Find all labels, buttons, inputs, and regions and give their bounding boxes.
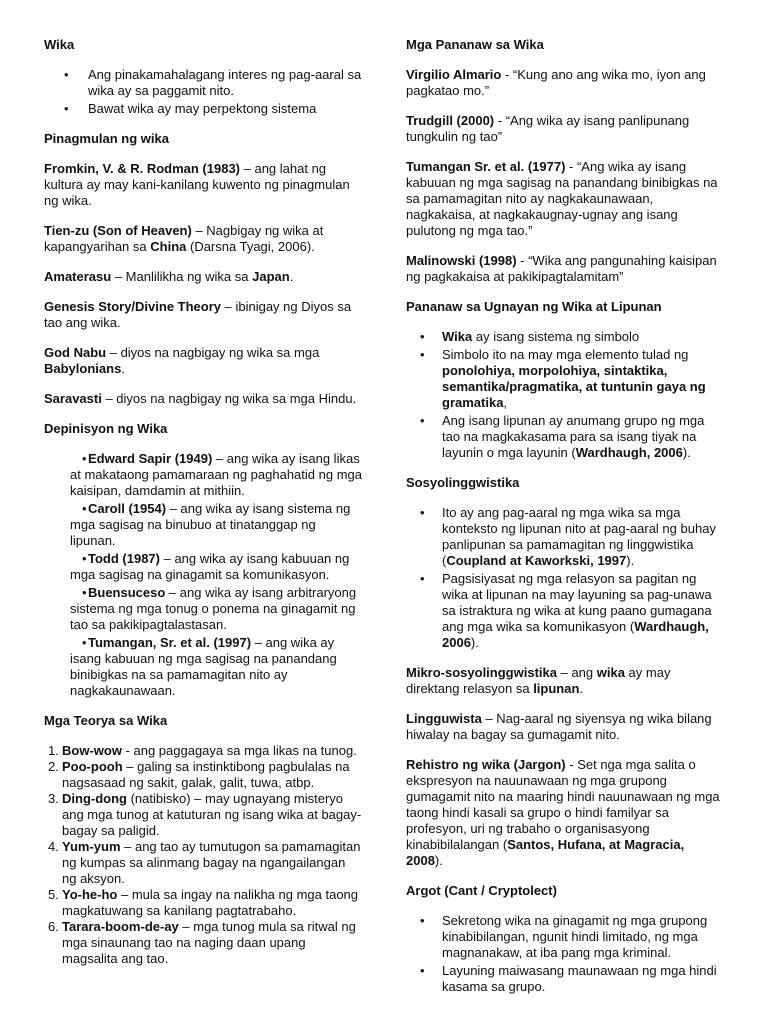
list-item: • Sekretong wika na ginagamit ng mga grupong kinabibilangan, ngunit hindi limitado, ng mga magnanakaw, at iba pang mga kriminal. [406,913,722,961]
paragraph-fromkin [44,161,362,209]
text: – ang lahat ng kultura ay may kani-kanilang kuwento ng pinagmulan ng wika. [44,161,350,208]
heading-pananaw: Mga Pananaw sa Wika [406,37,544,52]
term: Ding-dong [62,791,127,806]
text: – galing sa instinktibong pagbulalas na nagsasaad ng sakit, galak, galit, tuwa, atbp. [62,759,350,790]
list-item [44,501,362,549]
heading-argot: Argot (Cant / Cryptolect) [406,883,557,898]
item-number: 3. [48,791,59,806]
list-item [406,571,722,651]
paragraph-saravasti [44,391,362,407]
list-item [44,791,362,839]
text: (natibisko) – may ugnayang misteryo ang mga tunog at katuturan ng isang wika at bagay-bagay sa paligid. [62,791,362,838]
text: ay isang sistema ng simbolo [472,329,640,344]
term: Wika [442,329,473,344]
sosyo-list [406,505,722,651]
term: wika [596,665,625,680]
text: – ang wika ay isang arbitraryong sistema ng mga tonug o ponema na ginagamit ng tao sa pakikipagtalastasan. [70,585,357,632]
term: lipunan [533,681,580,696]
list-item [44,759,362,791]
right-column [406,37,722,1009]
text: ). [626,553,635,568]
list-item [44,743,362,759]
term: Todd (1987) [88,551,160,566]
item-number: 5. [48,887,59,902]
text: – ibinigay ng Diyos sa tao ang wika. [44,299,352,330]
term: Tumangan, Sr. et al. (1997) [88,635,252,650]
term: Rehistro ng wika (Jargon) [406,757,566,772]
list-item [406,329,722,345]
text: – Nag-aaral ng siyensya ng wika bilang hiwalay na bagay sa gumagamit nito. [406,711,712,742]
text: ). [434,853,443,868]
text: – ang wika ay isang kabuuan ng mga sagisag na ginagamit sa komunikasyon. [70,551,350,582]
list-item [44,919,362,967]
term: Babylonians [44,361,122,376]
term: Lingguwista [406,711,482,726]
heading-teorya: Mga Teorya sa Wika [44,713,168,728]
text: Pagsisiyasat ng mga relasyon sa pagitan ng wika at lipunan na may layuning sa pag-unawa sa istraktura ng wika at kung paano gumagana ang mga wika sa komunikasyon ( [442,571,712,634]
term: Fromkin, V. & R. Rodman (1983) [44,161,241,176]
term: Bow-wow [62,743,122,758]
text: Ito ay ang pag-aaral ng mga wika sa mga konteksto ng lipunan nito at pag-aaral ng buhay panlipunan sa pamamagitan ng linggwistika ( [442,505,716,568]
text: ). [470,635,479,650]
text: Ang isang lipunan ay anumang grupo ng mga tao na magkakasama para sa isang tiyak na layunin o mga layunin ( [442,413,705,460]
list-item [406,413,722,461]
text: – Nagbigay ng wika at kapangyarihan sa [44,223,324,254]
paragraph-malinowski [406,253,722,285]
text: – ang wika ay isang likas at makataong pamamaraan ng paghahatid ng mga kaisipan, damdamin at mithiin. [70,451,362,498]
item-number: 1. [48,743,59,758]
heading-ugnayan: Pananaw sa Ugnayan ng Wika at Lipunan [406,299,662,314]
text: – Manlilikha ng wika sa [111,269,253,284]
text: Simbolo ito na may mga elemento tulad ng [442,347,689,362]
text: - Set nga mga salita o ekspresyon na nauunawaan ng mga grupong gumagamit nito na maaring hindi nauunawaan ng mga taong hindi kasali sa grupo o hindi familyar sa profesyon, uri ng trabaho o organisasyong kinabibilalangan ( [406,757,720,852]
paragraph-rehistro [406,757,722,869]
list-item [44,635,362,699]
heading-sosyolinggwistika: Sosyolinggwistika [406,475,520,490]
paragraph-nabu [44,345,362,377]
paragraph-amaterasu [44,269,362,285]
term: ponolohiya, morpolohiya, sintaktika, semantika/pragmatika, at tuntunin gaya ng gramatika [442,363,706,410]
text: – ang wika ay isang kabuuan ng mga sagisag na panandang binibigkas na sa pamamagitan nito ay nagkakaunawaan. [70,635,337,698]
list-item: • Bawat wika ay may perpektong sistema [44,101,362,117]
ugnayan-list [406,329,722,461]
term: Amaterasu [44,269,112,284]
text: – ang wika ay isang sistema ng mga sagisag na binubuo at tinatanggap ng lipunan. [70,501,351,548]
text: - “Kung ano ang wika mo, iyon ang pagkatao mo.” [406,67,706,98]
text: . [579,681,584,696]
text: - “Wika ang pangunahing kaisipan ng pagkakaisa at pakikipagtalamitam” [406,253,717,284]
paragraph-almario [406,67,722,99]
text: - “Ang wika ay isang panlipunang tungkulin ng tao” [406,113,690,144]
paragraph-tienzu [44,223,362,255]
term: Wardhaugh, 2006 [442,619,709,650]
item-number: 4. [48,839,59,854]
text: – mga tunog mula sa ritwal ng mga sinaunang tao na naging daan upang magsalita ang tao. [62,919,356,966]
paragraph-trudgill [406,113,722,145]
term: Poo-pooh [62,759,123,774]
term: Malinowski (1998) [406,253,517,268]
argot-list [406,913,722,995]
heading-pinagmulan: Pinagmulan ng wika [44,131,169,146]
text: - ang paggagaya sa mga likas na tunog. [121,743,357,758]
text: – mula sa ingay na nalikha ng mga taong magkatuwang sa kanilang pagtatrabaho. [62,887,359,918]
term: Yo-he-ho [62,887,118,902]
paragraph-genesis [44,299,362,331]
term: Tien-zu (Son of Heaven) [44,223,192,238]
text: ). [682,445,691,460]
heading-depinisyon: Depinisyon ng Wika [44,421,168,436]
term: Coupland at Kaworkski, 1997 [446,553,627,568]
text: – diyos na nagbigay ng wika sa mga Hindu. [101,391,357,406]
list-item [44,585,362,633]
heading-wika: Wika [44,37,75,52]
term: Genesis Story/Divine Theory [44,299,222,314]
term: Santos, Hufana, at Magracia, 2008 [406,837,685,868]
list-item [44,839,362,887]
term: Japan [252,269,290,284]
term: Wardhaugh, 2006 [575,445,683,460]
teorya-list [44,743,362,967]
list-item [406,347,722,411]
term: Buensuceso [88,585,166,600]
term: Caroll (1954) [88,501,167,516]
list-item: • Ang pinakamahalagang interes ng pag-aaral sa wika ay sa paggamit nito. [44,67,362,99]
term: Tarara-boom-de-ay [62,919,179,934]
item-number: 6. [48,919,59,934]
text: - “Ang wika ay isang kabuuan ng mga sagisag na panandang binibigkas na sa pamamagitan nito ay nagkakaunawaan, nagkakaisa, at nagkakaugnay-ugnay ang isang pulutong ng mga tao.” [406,159,718,238]
list-item [44,451,362,499]
term: Edward Sapir (1949) [88,451,213,466]
depinisyon-list [44,451,362,699]
paragraph-mikro [406,665,722,697]
list-item: • Layuning maiwasang maunawaan ng mga hindi kasama sa grupo. [406,963,722,995]
text: – diyos na nagbigay ng wika sa mga [106,345,320,360]
text: (Darsna Tyagi, 2006). [186,239,315,254]
term: Virgilio Almario [406,67,502,82]
paragraph-tumangan [406,159,722,239]
list-item [406,505,722,569]
term: God Nabu [44,345,107,360]
text: ay may direktang relasyon sa [406,665,671,696]
text: , [503,395,508,410]
wika-list [44,67,362,117]
item-number: 2. [48,759,59,774]
term: Mikro-sosyolinggwistika [406,665,557,680]
paragraph-lingguwista [406,711,722,743]
text: – ang [556,665,597,680]
text: . [121,361,125,376]
term: Yum-yum [62,839,121,854]
term: China [150,239,187,254]
list-item [44,551,362,583]
term: Tumangan Sr. et al. (1977) [406,159,566,174]
text: . [289,269,294,284]
left-column [44,37,362,981]
list-item [44,887,362,919]
text: – ang tao ay tumutugon sa pamamagitan ng kumpas sa alinmang bagay na ngangailangan ng aksyon. [62,839,361,886]
term: Trudgill (2000) [406,113,495,128]
term: Saravasti [44,391,102,406]
